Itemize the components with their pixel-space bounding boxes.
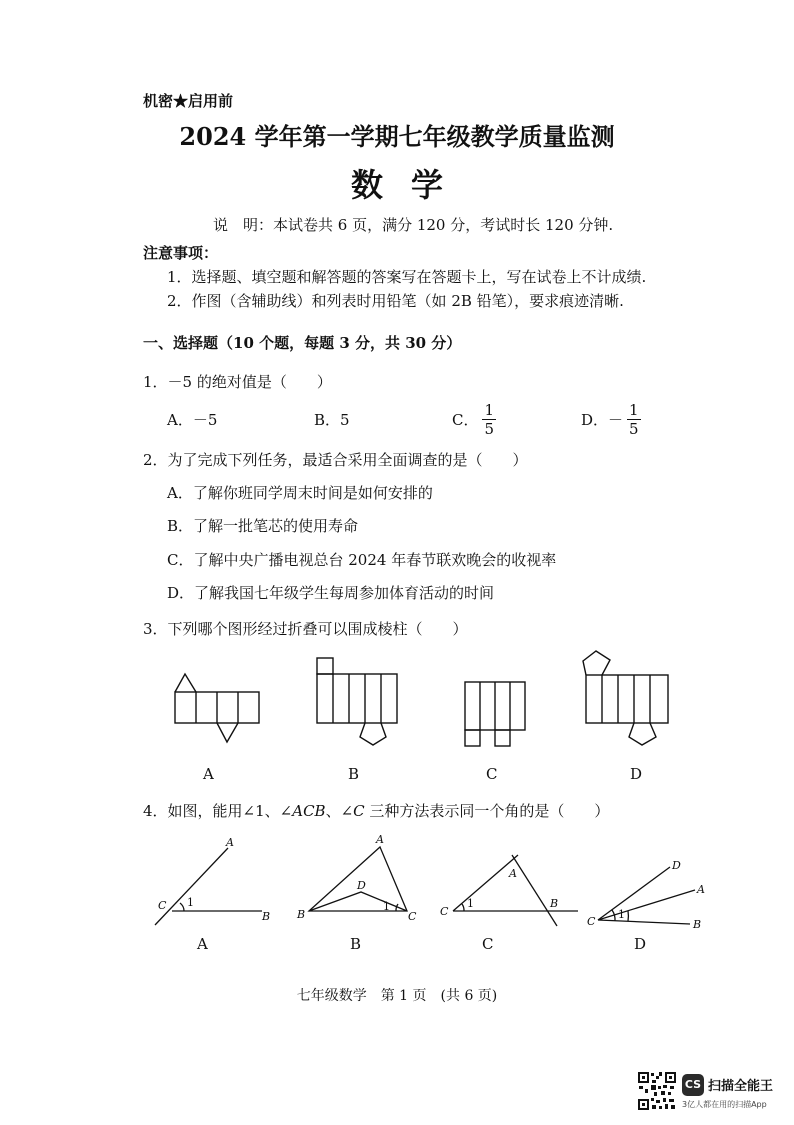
net-figure-d — [583, 651, 668, 745]
q2-option-a: A．了解你班同学周末时间是如何安排的 — [167, 484, 433, 502]
fig-d-angle-1: 1 — [618, 908, 625, 921]
denominator: 5 — [484, 420, 495, 438]
fig-b-letter-d: D — [357, 879, 366, 892]
fig-c-angle-1: 1 — [467, 897, 474, 910]
camscanner-name: 扫描全能王 — [708, 1079, 774, 1094]
fig-b-letter-b: B — [297, 908, 306, 921]
fig-a-letter-a: A — [226, 836, 234, 849]
fig-b-letter-c: C — [408, 910, 417, 923]
q3-label-b: B — [348, 765, 360, 783]
camscanner-logo-icon: CS — [682, 1074, 704, 1096]
angle-figure-d — [598, 867, 695, 924]
q4-angle-acb: ACB — [292, 802, 326, 820]
q1-option-a: A．－5 — [167, 411, 218, 429]
notice-item: 1．选择题、填空题和解答题的答案写在答题卡上，写在试卷上不计成绩. — [167, 268, 647, 286]
option-letter: D．－ — [581, 411, 624, 429]
q1-option-b: B．5 — [314, 411, 350, 429]
numerator: 1 — [629, 401, 639, 419]
q2-option-d: D．了解我国七年级学生每周参加体育活动的时间 — [167, 584, 495, 602]
fig-d-letter-c: C — [587, 915, 596, 928]
question-3-stem: 3．下列哪个图形经过折叠可以围成棱柱（ ） — [143, 620, 468, 638]
denominator: 5 — [629, 420, 639, 438]
q3-label-c: C — [486, 765, 498, 783]
net-figure-b — [317, 658, 397, 745]
q4-stem-pre: 4．如图，能用∠1、∠ — [143, 802, 293, 820]
q4-figures — [0, 825, 794, 930]
page-footer: 七年级数学 第 1 页 (共 6 页) — [296, 988, 498, 1004]
fig-b-letter-a: A — [376, 833, 384, 846]
fig-a-letter-b: B — [262, 910, 271, 923]
fig-d-letter-d: D — [672, 859, 681, 872]
q4-label-a: A — [197, 935, 208, 953]
fraction — [627, 401, 641, 438]
q3-label-a: A — [203, 765, 214, 783]
fig-c-letter-a: A — [509, 867, 517, 880]
net-figure-a — [175, 674, 259, 742]
fig-a-angle-1: 1 — [187, 896, 194, 909]
option-letter: C． — [452, 411, 479, 429]
q1-option-c — [452, 401, 496, 438]
fig-a-letter-c: C — [158, 899, 167, 912]
q4-stem-mid: 、∠ — [325, 802, 354, 820]
numerator: 1 — [484, 401, 495, 419]
q4-label-d: D — [634, 935, 647, 953]
subject-title: 数学 — [350, 166, 471, 204]
q4-stem-post: 三种方法表示同一个角的是（ ） — [364, 802, 610, 820]
qr-code-icon — [637, 1071, 677, 1111]
notices-heading: 注意事项： — [143, 244, 219, 262]
angle-figure-a — [155, 848, 262, 925]
fraction — [482, 401, 496, 438]
fig-c-letter-c: C — [440, 905, 449, 918]
section-heading: 一、选择题（10 个题，每题 3 分，共 30 分） — [143, 334, 462, 352]
q2-option-b: B．了解一批笔芯的使用寿命 — [167, 517, 359, 535]
net-figure-c — [465, 682, 525, 746]
question-4-stem — [143, 800, 609, 821]
fig-c-letter-b: B — [550, 897, 559, 910]
notice-item: 2．作图（含辅助线）和列表时用铅笔（如 2B 铅笔），要求痕迹清晰. — [167, 292, 624, 310]
exam-title: 2024 学年第一学期七年级教学质量监测 — [179, 122, 615, 151]
q4-angle-c: C — [353, 802, 365, 820]
angle-figure-c — [453, 855, 578, 926]
q3-figures — [0, 640, 794, 750]
fig-d-letter-a: A — [697, 883, 705, 896]
camscanner-tagline: 3亿人都在用的扫描App — [682, 1100, 767, 1109]
fig-d-letter-b: B — [693, 918, 702, 930]
fig-b-angle-1: 1 — [383, 900, 390, 913]
q1-option-d — [581, 401, 641, 438]
q2-option-c: C．了解中央广播电视总台 2024 年春节联欢晚会的收视率 — [167, 551, 557, 569]
q4-label-b: B — [350, 935, 362, 953]
q3-label-d: D — [630, 765, 643, 783]
q4-label-c: C — [482, 935, 494, 953]
question-2-stem: 2．为了完成下列任务，最适合采用全面调查的是（ ） — [143, 451, 528, 469]
question-1-stem: 1．－5 的绝对值是（ ） — [143, 373, 332, 391]
exam-note: 说 明：本试卷共 6 页，满分 120 分，考试时长 120 分钟. — [213, 216, 614, 234]
confidential-label: 机密★启用前 — [143, 92, 234, 110]
